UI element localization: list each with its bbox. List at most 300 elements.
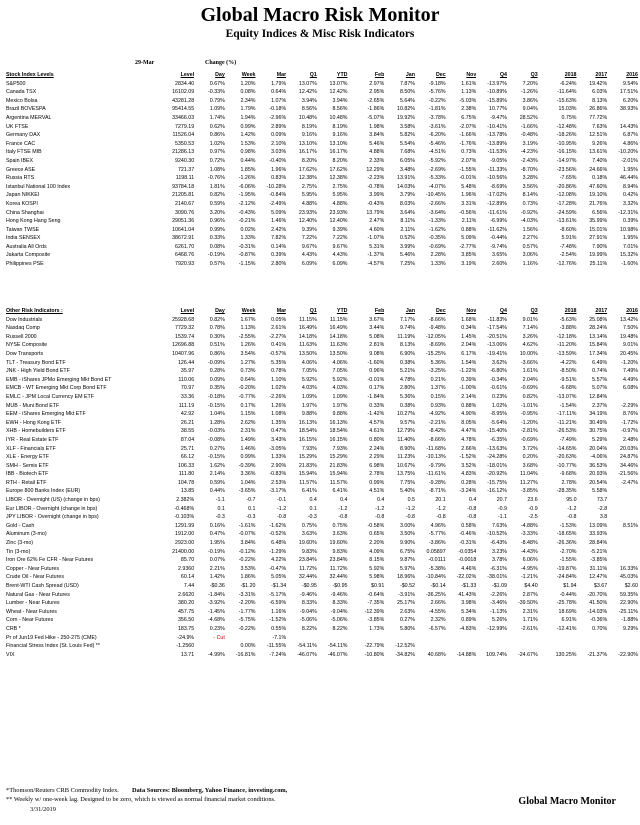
cell-value: 3.03% bbox=[271, 149, 287, 156]
cell-value: 2.07% bbox=[461, 157, 477, 164]
cell-value: 0.75% bbox=[301, 522, 317, 529]
column-header: 2018 bbox=[564, 72, 577, 78]
cell-value: -0.69% bbox=[520, 436, 538, 443]
cell-value: -0.3 bbox=[215, 514, 225, 521]
cell-value: 0.65% bbox=[369, 531, 385, 538]
cell-value: -2.69% bbox=[428, 166, 446, 173]
cell-value: 6.09% bbox=[332, 261, 348, 268]
cell-value: -0.9 bbox=[497, 505, 507, 512]
cell-value: 3.19% bbox=[461, 261, 477, 268]
cell-value: 0.59% bbox=[209, 479, 225, 486]
row-label: Istanbul National 100 Index bbox=[6, 183, 71, 190]
row-label: Lumber - Near Futures bbox=[6, 600, 60, 607]
cell-value: 10.67% bbox=[397, 462, 415, 469]
cell-value: 2.24% bbox=[369, 445, 385, 452]
row-label: CRB * bbox=[6, 625, 21, 632]
cell-value: -0.22% bbox=[428, 97, 446, 104]
cell-value: -$1.33 bbox=[461, 583, 477, 589]
cell-value: 106.33 bbox=[177, 462, 195, 469]
cell-value: 1.16% bbox=[271, 608, 287, 615]
cell-value: 16.13% bbox=[329, 419, 348, 426]
cell-value: 8.56% bbox=[332, 106, 348, 113]
cell-value: 4.43% bbox=[332, 252, 348, 259]
cell-value: -1.81% bbox=[428, 106, 446, 113]
cell-value: -3.24% bbox=[459, 488, 477, 495]
cell-value: 12.84% bbox=[589, 393, 608, 400]
cell-value: 3.44% bbox=[369, 325, 385, 332]
cell-value: 77.72% bbox=[589, 114, 608, 121]
row-label: Jakarta Composite bbox=[6, 252, 51, 259]
cell-value: 7.44 bbox=[183, 583, 195, 589]
table-row bbox=[6, 582, 638, 591]
cell-value: 2.80% bbox=[271, 261, 287, 268]
cell-value: 85.70 bbox=[180, 557, 195, 564]
cell-value: 1.08% bbox=[271, 411, 287, 418]
cell-value: -36.25% bbox=[425, 591, 446, 598]
cell-value: 3.94% bbox=[301, 97, 317, 104]
cell-value: 6.75% bbox=[399, 548, 415, 555]
cell-value: 0.44% bbox=[209, 488, 225, 495]
cell-value: -1.20% bbox=[621, 359, 638, 366]
cell-value: 0.47% bbox=[271, 428, 287, 435]
cell-value: -46.07% bbox=[327, 651, 348, 658]
cell-value: 13.09% bbox=[589, 522, 608, 529]
cell-value: 10641.04 bbox=[172, 226, 195, 233]
cell-value: -17.28% bbox=[556, 200, 577, 207]
cell-value: 0.28% bbox=[209, 368, 225, 375]
cell-value: -2.54% bbox=[559, 252, 577, 259]
cell-value: 7.90% bbox=[592, 243, 608, 250]
cell-value: -12.31% bbox=[618, 209, 638, 216]
table-row bbox=[6, 140, 638, 149]
table-row bbox=[6, 539, 638, 548]
cell-value: 2.32% bbox=[430, 617, 446, 624]
cell-value: 23.84% bbox=[298, 557, 317, 564]
cell-value: 4.03% bbox=[332, 385, 348, 392]
cell-value: 0.73% bbox=[461, 149, 477, 156]
cell-value: 1.02% bbox=[271, 385, 287, 392]
cell-value: 3.64% bbox=[399, 209, 415, 216]
cell-value: -25.11% bbox=[618, 608, 638, 615]
cell-value: -18.65% bbox=[556, 531, 577, 538]
cell-value: -1.37% bbox=[367, 252, 385, 259]
cell-value: -0.48% bbox=[520, 132, 538, 139]
cell-value: 7729.32 bbox=[175, 325, 195, 332]
cell-value: 4.47% bbox=[461, 428, 477, 435]
cell-value: -0.0111 bbox=[428, 557, 446, 564]
cell-value: 5.82% bbox=[399, 132, 415, 139]
cell-value: 356.50 bbox=[177, 617, 195, 624]
cell-value: 4.90% bbox=[461, 411, 477, 418]
cell-value: 5.34% bbox=[461, 608, 477, 615]
cell-value: 17.62% bbox=[298, 166, 317, 173]
cell-value bbox=[415, 634, 446, 643]
cell-value: -0.31% bbox=[459, 540, 477, 547]
cell-value: 32.44% bbox=[298, 574, 317, 581]
cell-value: 1.26% bbox=[271, 402, 287, 409]
cell-value: -14.88% bbox=[456, 651, 477, 658]
cell-value: -15.89% bbox=[487, 97, 507, 104]
cell-value: -2.26% bbox=[269, 393, 287, 400]
table-row bbox=[6, 479, 638, 488]
cell-value: 4.22% bbox=[271, 557, 287, 564]
row-label: UK FTSE bbox=[6, 123, 29, 130]
cell-value: 7.93% bbox=[332, 445, 348, 452]
cell-value: 9.88% bbox=[332, 411, 348, 418]
table-row bbox=[6, 599, 638, 608]
cell-value: 0.42% bbox=[622, 192, 638, 199]
cell-value: 36.53% bbox=[589, 462, 608, 469]
cell-value: 16102.09 bbox=[172, 89, 195, 96]
cell-value: 0.82% bbox=[209, 192, 225, 199]
cell-value: -0.22% bbox=[238, 625, 256, 632]
cell-value: 13.61% bbox=[589, 149, 608, 156]
row-label: Brazil BOVESPA bbox=[6, 106, 46, 113]
cell-value: 9.54% bbox=[622, 80, 638, 87]
cell-value: 0.18% bbox=[592, 175, 608, 182]
cell-value: -5.76% bbox=[428, 89, 446, 96]
cell-value: 33466.03 bbox=[172, 114, 195, 121]
row-label: EWH - Hong Kong ETF bbox=[6, 419, 62, 426]
cell-value: -34.82% bbox=[395, 651, 415, 658]
cell-value: -1.55% bbox=[459, 166, 477, 173]
table-row bbox=[6, 470, 638, 479]
cell-value: -2.43% bbox=[520, 157, 538, 164]
row-label: Canada TSX bbox=[6, 89, 37, 96]
cell-value: 1.27% bbox=[240, 359, 256, 366]
cell-value: 11.63% bbox=[299, 342, 317, 349]
cell-value: -7.1% bbox=[272, 634, 287, 641]
cell-value: -0.3 bbox=[246, 514, 256, 521]
cell-value: 87.04 bbox=[180, 436, 195, 443]
cell-value: 3.26% bbox=[522, 333, 538, 340]
cell-value: -2.70% bbox=[559, 548, 577, 555]
row-label: Financial Stress Index (St. Louis Fed) ** bbox=[6, 643, 100, 650]
cell-value: 0.96% bbox=[209, 218, 225, 225]
column-header: Day bbox=[215, 308, 225, 314]
cell-value: 3.99% bbox=[369, 192, 385, 199]
cell-value: 0.00% bbox=[240, 643, 256, 650]
cell-value: 0.4 bbox=[376, 497, 385, 504]
cell-value: -12.89% bbox=[487, 200, 507, 207]
cell-value: 2.33% bbox=[369, 157, 385, 164]
cell-value bbox=[607, 548, 638, 557]
row-label: China Shanghai bbox=[6, 209, 44, 216]
cell-value: 1.09% bbox=[301, 393, 317, 400]
cell-value: -$0.14 bbox=[430, 583, 446, 589]
cell-value: -$1.20 bbox=[240, 583, 256, 589]
cell-value: 2923.00 bbox=[175, 540, 195, 547]
cell-value: -4.43% bbox=[520, 548, 538, 555]
cell-value: 7.75% bbox=[399, 479, 415, 486]
cell-value: 19.42% bbox=[589, 80, 608, 87]
cell-value: 23.93% bbox=[329, 209, 348, 216]
cell-value: 0.73% bbox=[240, 368, 256, 375]
cell-value: 2.97% bbox=[369, 80, 385, 87]
table-row bbox=[6, 157, 638, 166]
cell-value: 8.22% bbox=[332, 625, 348, 632]
sources-label: Data Sources: bbox=[132, 787, 171, 794]
cell-value: 10.27% bbox=[397, 411, 415, 418]
cell-value: 15.01% bbox=[589, 226, 608, 233]
cell-value: 31.11% bbox=[589, 565, 608, 572]
cell-value: 8.50% bbox=[399, 89, 415, 96]
table-row bbox=[6, 445, 638, 454]
cell-value: 18.96% bbox=[397, 574, 415, 581]
cell-value: 1.96% bbox=[271, 166, 287, 173]
cell-value: -3.33% bbox=[520, 531, 538, 538]
cell-value: 95414.55 bbox=[172, 106, 195, 113]
cell-value: 23.84% bbox=[329, 557, 348, 564]
cell-value: 0.67% bbox=[209, 80, 225, 87]
cell-value: 0.07% bbox=[209, 557, 225, 564]
cell-value: 1.09% bbox=[332, 393, 348, 400]
cell-value: -2.21% bbox=[428, 419, 446, 426]
cell-value: 8.90% bbox=[399, 445, 415, 452]
cell-value: 1.96% bbox=[461, 192, 477, 199]
cell-value: 4.06% bbox=[332, 359, 348, 366]
table-row bbox=[6, 131, 638, 140]
cell-value: 6.75% bbox=[461, 114, 477, 121]
cell-value: $2.60 bbox=[624, 583, 638, 589]
cell-value: 126.44 bbox=[177, 359, 195, 366]
cell-value: 1.86% bbox=[240, 574, 256, 581]
column-header: Nov bbox=[466, 72, 477, 78]
cell-value: 9.83% bbox=[332, 548, 348, 555]
cell-value: 23.93% bbox=[298, 209, 317, 216]
cell-value: -8.66% bbox=[428, 436, 446, 443]
cell-value: 8.14% bbox=[522, 192, 538, 199]
row-label: Tin (3-mo) bbox=[6, 548, 31, 555]
cell-value: -2.8 bbox=[598, 505, 608, 512]
cell-value: -3.25% bbox=[428, 368, 446, 375]
cell-value: 2.34% bbox=[240, 97, 256, 104]
cell-value: -5.75% bbox=[238, 617, 256, 624]
table-row bbox=[6, 419, 638, 428]
cell-value: 6.17% bbox=[461, 350, 477, 357]
cell-value: 7.50% bbox=[622, 325, 638, 332]
column-header: Dec bbox=[435, 72, 446, 78]
cell-value: 3.84% bbox=[369, 132, 385, 139]
cell-value: -7.65% bbox=[559, 175, 577, 182]
cell-value: 0.83% bbox=[271, 175, 287, 182]
table-row bbox=[6, 333, 638, 342]
stock-index-table bbox=[6, 71, 638, 269]
row-label: XLE - Energy ETF bbox=[6, 454, 49, 461]
cell-value: 8.20% bbox=[332, 157, 348, 164]
cell-value: -3.85% bbox=[520, 488, 538, 495]
cell-value: 11.72% bbox=[299, 565, 317, 572]
cell-value: -10.56% bbox=[487, 175, 507, 182]
cell-value: 111.19 bbox=[178, 402, 195, 409]
cell-value: 0.52% bbox=[399, 235, 415, 242]
cell-value: 1.67% bbox=[240, 316, 256, 323]
cell-value: 25.17% bbox=[397, 600, 415, 607]
cell-value: -8.69% bbox=[428, 342, 446, 349]
cell-value: 6.90% bbox=[399, 350, 415, 357]
cell-value: $4.40 bbox=[524, 583, 538, 589]
cell-value: 0.93% bbox=[430, 402, 446, 409]
cell-value: -6.68% bbox=[559, 385, 577, 392]
cell-value: 0.16% bbox=[209, 522, 225, 529]
cell-value: -2.5 bbox=[528, 514, 538, 521]
cell-value bbox=[544, 642, 577, 651]
cell-value: -3.61% bbox=[428, 123, 446, 130]
cell-value: 16.13% bbox=[298, 419, 317, 426]
cell-value: 1198.11 bbox=[175, 175, 195, 182]
cell-value: 15.84% bbox=[589, 342, 608, 349]
cell-value: -1.45% bbox=[208, 608, 225, 615]
cell-value: -15.25% bbox=[425, 350, 446, 357]
cell-value: -1.66% bbox=[520, 123, 538, 130]
cell-value: -0.84% bbox=[269, 192, 287, 199]
cell-value: -9.68% bbox=[559, 471, 577, 478]
cell-value: -4.83% bbox=[459, 625, 477, 632]
cell-value: 0.17% bbox=[369, 385, 385, 392]
cell-value: -21.56% bbox=[618, 471, 638, 478]
cell-value: 0.17% bbox=[240, 402, 256, 409]
cell-value: 13.07% bbox=[298, 80, 317, 87]
cell-value: -0.87% bbox=[238, 252, 256, 259]
cell-value: -3.66% bbox=[520, 359, 538, 366]
cell-value: -0.19% bbox=[208, 548, 225, 555]
cell-value: -0.9 bbox=[528, 505, 538, 512]
cell-value: 38.55 bbox=[180, 428, 195, 435]
cell-value: 0.88% bbox=[461, 226, 477, 233]
column-header: Feb bbox=[374, 72, 385, 78]
cell-value: 0.05897 bbox=[426, 548, 446, 555]
cell-value: 6.56% bbox=[592, 209, 608, 216]
cell-value: $3.67 bbox=[593, 583, 608, 589]
cell-value: 16.49% bbox=[298, 325, 317, 332]
cell-value: -8.71% bbox=[428, 488, 446, 495]
cell-value: 2.11% bbox=[461, 218, 477, 225]
cell-value: -1.55% bbox=[559, 557, 577, 564]
table-row bbox=[6, 384, 638, 393]
cell-value: 1.79% bbox=[271, 80, 287, 87]
cell-value bbox=[317, 634, 348, 643]
cell-value: -4.95% bbox=[520, 565, 538, 572]
row-label: Nasdaq Comp bbox=[6, 325, 40, 332]
cell-value: -0.78% bbox=[367, 183, 385, 190]
cell-value: 4.88% bbox=[332, 200, 348, 207]
column-header: Mar bbox=[276, 72, 287, 78]
cell-value: 9.16% bbox=[301, 132, 317, 139]
cell-value bbox=[607, 513, 638, 522]
cell-value: -1.13% bbox=[490, 608, 507, 615]
cell-value: -6.57% bbox=[428, 625, 446, 632]
row-label: Germany DAX bbox=[6, 132, 41, 139]
cell-value: -0.56% bbox=[459, 209, 477, 216]
cell-value: 0.59% bbox=[209, 200, 225, 207]
cell-value: 1.35% bbox=[271, 419, 287, 426]
cell-value: -10.89% bbox=[487, 89, 507, 96]
row-label: VIX bbox=[6, 651, 15, 658]
cell-value: 4.09% bbox=[369, 548, 385, 555]
cell-value: 2.42% bbox=[271, 226, 287, 233]
cell-value: 2.95% bbox=[369, 89, 385, 96]
cell-value: 457.75 bbox=[177, 608, 195, 615]
cell-value: 5.26% bbox=[491, 617, 507, 624]
cell-value: -1.2 bbox=[338, 505, 348, 512]
cell-value: -0.8 bbox=[405, 514, 415, 521]
cell-value: 5.36% bbox=[399, 393, 415, 400]
cell-value: 110.06 bbox=[178, 376, 195, 383]
cell-value: -0.39% bbox=[238, 462, 256, 469]
cell-value: 15.03% bbox=[558, 106, 577, 113]
cell-value: 5.31% bbox=[369, 243, 385, 250]
cell-value: 20.04% bbox=[589, 445, 608, 452]
cell-value: 3.67% bbox=[369, 316, 385, 323]
cell-value: -15.63% bbox=[556, 97, 577, 104]
table-row bbox=[6, 350, 638, 359]
cell-value: 0.1 bbox=[248, 505, 256, 512]
cell-value: 3.85% bbox=[461, 252, 477, 259]
cell-value: -1.2 bbox=[567, 505, 577, 512]
table-row bbox=[6, 174, 638, 183]
cell-value: -0.18% bbox=[208, 393, 225, 400]
cell-value: 0.70% bbox=[592, 625, 608, 632]
cell-value: -5.06% bbox=[300, 617, 317, 624]
cell-value: 5.40% bbox=[399, 488, 415, 495]
cell-value: 1.49% bbox=[240, 436, 256, 443]
cell-value bbox=[415, 642, 446, 651]
cell-value: 5.80% bbox=[399, 625, 415, 632]
cell-value: 11.15% bbox=[299, 316, 317, 323]
cell-value: 33.93% bbox=[589, 531, 608, 538]
cell-value: 0.58% bbox=[461, 522, 477, 529]
cell-value: -1.76% bbox=[459, 140, 477, 147]
table-row bbox=[6, 651, 638, 660]
cell-value: 2.6620 bbox=[177, 591, 195, 598]
cell-value: 9.74% bbox=[399, 325, 415, 332]
cell-value: 43281.28 bbox=[172, 97, 195, 104]
cell-value: -1.84% bbox=[208, 591, 225, 598]
table-row bbox=[6, 573, 638, 582]
cell-value: -0.69% bbox=[520, 385, 538, 392]
cell-value: -1.54% bbox=[559, 402, 577, 409]
cell-value: 3.86% bbox=[522, 97, 538, 104]
cell-value: 0.02% bbox=[240, 226, 256, 233]
cell-value: -20.70% bbox=[587, 591, 608, 598]
table-row bbox=[6, 166, 638, 175]
cell-value: 7.40% bbox=[592, 157, 608, 164]
cell-value: 1.56% bbox=[522, 226, 538, 233]
row-label: Greece ASE bbox=[6, 166, 36, 173]
cell-value: 15.29% bbox=[298, 454, 317, 461]
cell-value bbox=[607, 114, 638, 123]
table-row bbox=[6, 200, 638, 209]
row-label: MUB - Muni Bond ETF bbox=[6, 402, 60, 409]
cell-value: 2.89% bbox=[271, 123, 287, 130]
cell-value: 9.29% bbox=[622, 625, 638, 632]
cell-value: 3.52% bbox=[461, 462, 477, 469]
sources-text: Bloomberg, Yahoo Finance, investing.com, bbox=[171, 787, 288, 794]
cell-value: 0.86% bbox=[209, 132, 225, 139]
cell-value: 3.54% bbox=[240, 350, 256, 357]
cell-value bbox=[544, 634, 577, 643]
column-header: Q4 bbox=[499, 308, 507, 314]
cell-value: -0.7 bbox=[246, 497, 256, 504]
cell-value: 3.94% bbox=[332, 97, 348, 104]
column-header: Level bbox=[180, 308, 195, 314]
cell-value: -2.26% bbox=[490, 591, 507, 598]
cell-value: -0.08% bbox=[208, 436, 225, 443]
cell-value: 0.74% bbox=[592, 368, 608, 375]
column-header: Dec bbox=[435, 308, 446, 314]
cell-value: 25.71 bbox=[180, 445, 195, 452]
cell-value: -1.62% bbox=[269, 522, 287, 529]
